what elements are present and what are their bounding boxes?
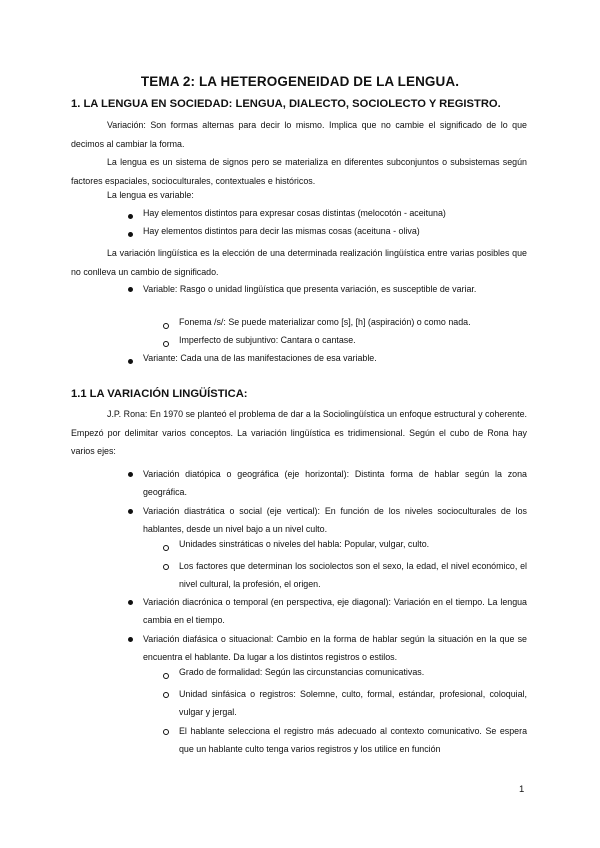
circle-bullet-icon [163, 729, 169, 735]
paragraph-rona: J.P. Rona: En 1970 se planteó el problema de dar a la Sociolingüística un enfoque estructural y coherente. Empezó por delimitar varios conceptos. La variación lingüística es tridimensional. Según el cubo de Rona hay varios ejes: [71, 409, 527, 457]
bullet-icon [128, 509, 133, 514]
section-heading-1: 1. LA LENGUA EN SOCIEDAD: LENGUA, DIALECTO, SOCIOLECTO Y REGISTRO. [71, 98, 501, 110]
circle-bullet-icon [163, 673, 169, 679]
list-item-diastratica: Variación diastrática o social (eje vertical): En función de los niveles socioculturales de los hablantes, desde un nivel bajo a un nivel culto. [143, 506, 527, 535]
page-number: 1 [519, 784, 525, 795]
sub-list-item: Unidad sinfásica o registros: Solemne, culto, formal, estándar, profesional, coloquial, vulgar y jergal. [179, 689, 527, 718]
sub-list-item: Fonema /s/: Se puede materializar como [s], [h] (aspiración) o como nada. [179, 317, 471, 327]
section-heading-1-1: 1.1 LA VARIACIÓN LINGÜÍSTICA: [71, 388, 248, 400]
sub-list-item: Grado de formalidad: Según las circunstancias comunicativas. [179, 667, 425, 677]
bullet-icon [128, 600, 133, 605]
circle-bullet-icon [163, 545, 169, 551]
list-item-variable: Variable: Rasgo o unidad lingüística que presenta variación, es susceptible de variar. [143, 284, 477, 294]
paragraph-lengua-sistema: La lengua es un sistema de signos pero se materializa en diferentes subconjuntos o subsistemas según factores espaciales, socioculturales, contextuales e históricos. [71, 157, 527, 186]
list-item-variante: Variante: Cada una de las manifestaciones de esa variable. [143, 353, 377, 363]
circle-bullet-icon [163, 323, 169, 329]
circle-bullet-icon [163, 692, 169, 698]
document-title: TEMA 2: LA HETEROGENEIDAD DE LA LENGUA. [140, 74, 460, 89]
paragraph-lengua-variable: La lengua es variable: [107, 190, 194, 200]
sub-list-item: Los factores que determinan los sociolectos son el sexo, la edad, el nivel económico, el nivel cultural, la profesión, el origen. [179, 561, 527, 590]
list-item-diatopica: Variación diatópica o geográfica (eje horizontal): Distinta forma de hablar según la zona geográfica. [143, 469, 527, 498]
circle-bullet-icon [163, 564, 169, 570]
bullet-icon [128, 214, 133, 219]
sub-list-item: Imperfecto de subjuntivo: Cantara o cantase. [179, 335, 356, 345]
sub-list-item: Unidades sinstráticas o niveles del habla: Popular, vulgar, culto. [179, 539, 430, 549]
bullet-icon [128, 472, 133, 477]
sub-list-item: El hablante selecciona el registro más adecuado al contexto comunicativo. Se espera que un hablante culto tenga varios registros y los utilice en función [179, 726, 527, 755]
list-item: Hay elementos distintos para decir las mismas cosas (aceituna - oliva) [143, 226, 420, 236]
list-item: Hay elementos distintos para expresar cosas distintas (melocotón - aceituna) [143, 208, 446, 218]
paragraph-variacion-linguistica: La variación lingüística es la elección de una determinada realización lingüística entre varias posibles que no conlleva un cambio de significado. [71, 248, 527, 277]
bullet-icon [128, 287, 133, 292]
list-item-diacronica: Variación diacrónica o temporal (en perspectiva, eje diagonal): Variación en el tiempo. La lengua cambia en el tiempo. [143, 597, 527, 626]
bullet-icon [128, 637, 133, 642]
bullet-icon [128, 232, 133, 237]
circle-bullet-icon [163, 341, 169, 347]
list-item-diafasica: Variación diafásica o situacional: Cambio en la forma de hablar según la situación en la que se encuentra el hablante. Da lugar a los distintos registros o estilos. [143, 634, 527, 663]
bullet-icon [128, 359, 133, 364]
paragraph-variacion: Variación: Son formas alternas para decir lo mismo. Implica que no cambie el significado de lo que decimos al cambiar la forma. [71, 120, 527, 149]
